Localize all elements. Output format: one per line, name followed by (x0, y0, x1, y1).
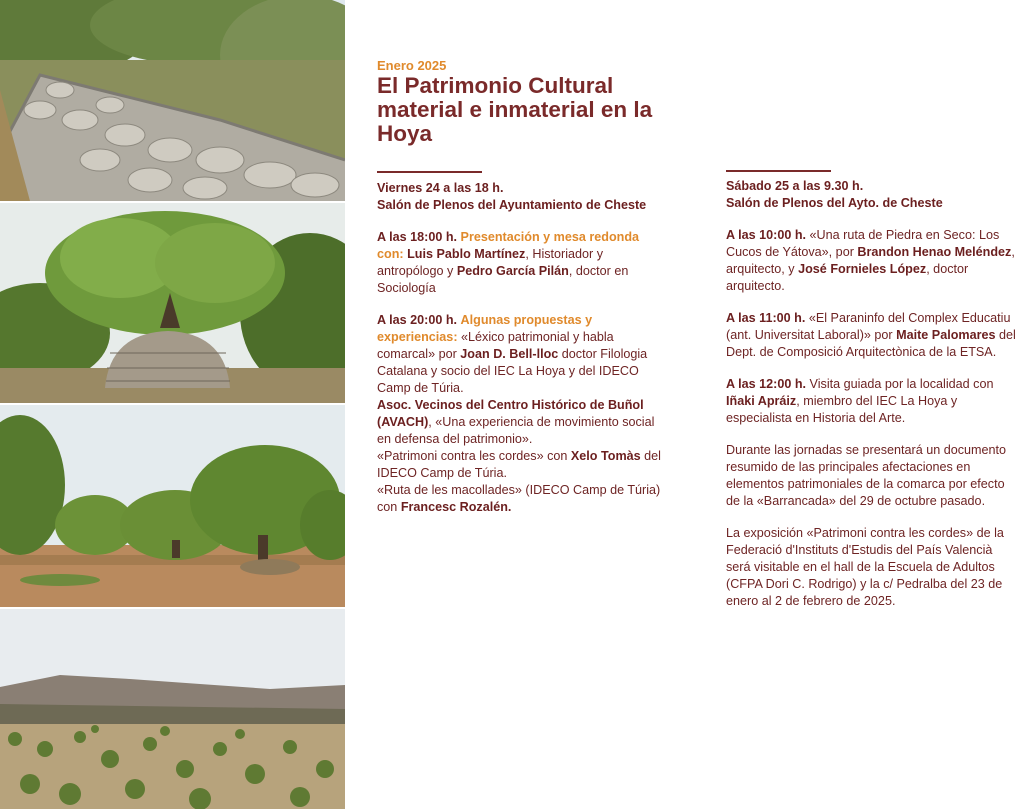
talk-macollades (377, 482, 662, 516)
talk-title: «Léxico patrimonial y habla comarcal» por (377, 330, 614, 361)
session-time: A las 20:00 h. (377, 313, 458, 327)
day-2-date: Sábado 25 a las 9.30 h. (726, 179, 864, 193)
talk-title: «Patrimoni contra les cordes» con (377, 449, 568, 463)
speaker-name: Iñaki Apráiz (726, 394, 797, 408)
session-20h (377, 312, 662, 397)
day-1-header (377, 180, 662, 214)
day-2-venue: Salón de Plenos del Ayto. de Cheste (726, 196, 943, 210)
program-day-2 (726, 178, 1016, 625)
session-10h (726, 227, 1016, 295)
speaker-name: Pedro García Pilán (456, 264, 569, 278)
speaker-desc: del IDECO Camp de Túria. (377, 449, 661, 480)
speaker-name: Xelo Tomàs (570, 449, 641, 463)
day-2-header (726, 178, 1016, 212)
photo-carob-field (0, 405, 345, 607)
speaker-desc: , Historiador y antropólogo y (377, 247, 604, 278)
date-kicker: Enero 2025 (377, 58, 447, 73)
speaker-desc: del Dept. de Composició Arquitectònica de la ETSA. (726, 328, 1016, 359)
day-1-date: Viernes 24 a las 18 h. (377, 181, 504, 195)
program-day-1 (377, 180, 662, 516)
talk-title: «Una ruta de Piedra en Seco: Los Cucos de Yátova», por (726, 228, 1000, 259)
divider (377, 171, 482, 173)
session-time: A las 11:00 h. (726, 311, 806, 325)
speaker-name: Luis Pablo Martínez (407, 247, 526, 261)
session-time: A las 18:00 h. (377, 230, 458, 244)
talk-title: «El Paraninfo del Complex Educatiu (ant. Universitat Laboral)» por (726, 311, 1011, 342)
session-18h (377, 229, 662, 297)
speaker-name: Maite Palomares (896, 328, 996, 342)
session-time: A las 10:00 h. (726, 228, 807, 242)
speaker-name: Francesc Rozalén. (400, 500, 512, 514)
talk-title: , «Una experiencia de movimiento social en defensa del patrimonio». (377, 415, 655, 446)
page-title: El Patrimonio Cultural material e inmaterial en la Hoya (377, 73, 653, 146)
session-11h (726, 310, 1016, 361)
organization-name: Asoc. Vecinos del Centro Histórico de Buñol (AVACH) (377, 398, 644, 429)
session-topic: Presentación y mesa redonda con: (377, 230, 640, 261)
speaker-desc: , arquitecto, y (726, 245, 1015, 276)
session-topic: Algunas propuestas y experiencias: (377, 313, 593, 344)
note-exhibition: La exposición «Patrimoni contra les cordes» de la Federació d'Instituts d'Estudis del País Valencià será visitable en el hall de la Escuela de Adultos (CFPA Dori C. Rodrigo) y la c/ Pedralba del 23 de enero al 2 de febrero de 2025. (726, 526, 1004, 608)
speaker-desc: , doctor en Sociología (377, 264, 629, 295)
photo-tree-and-stone-hut (0, 203, 345, 403)
photo-valley-landscape (0, 609, 345, 809)
speaker-name: José Fornieles López (798, 262, 927, 276)
talk-patrimoni (377, 448, 662, 482)
speaker-desc: , miembro del IEC La Hoya y especialista en Historia del Arte. (726, 394, 958, 425)
talk-avach (377, 397, 662, 448)
speaker-name: Brandon Henao Meléndez (857, 245, 1012, 259)
photo-strip (0, 0, 345, 809)
note-barrancada: Durante las jornadas se presentará un documento resumido de las principales afectaciones en elementos patrimoniales de la comarca por efecto de la «Barrancada» del 29 de octubre pasado. (726, 443, 1007, 508)
photo-dry-stone-wall (0, 0, 345, 201)
speaker-desc: , doctor arquitecto. (726, 262, 969, 293)
divider (726, 170, 831, 172)
session-12h (726, 376, 1016, 427)
session-time: A las 12:00 h. (726, 377, 807, 391)
speaker-desc: doctor Filologia Catalana y socio del IEC La Hoya y del IDECO Camp de Túria. (377, 347, 648, 395)
talk-title: Visita guiada por la localidad con (809, 377, 994, 391)
talk-title: «Ruta de les macollades» (IDECO Camp de Túria) con (377, 483, 661, 514)
day-1-venue: Salón de Plenos del Ayuntamiento de Cheste (377, 198, 647, 212)
speaker-name: Joan D. Bell-lloc (460, 347, 559, 361)
